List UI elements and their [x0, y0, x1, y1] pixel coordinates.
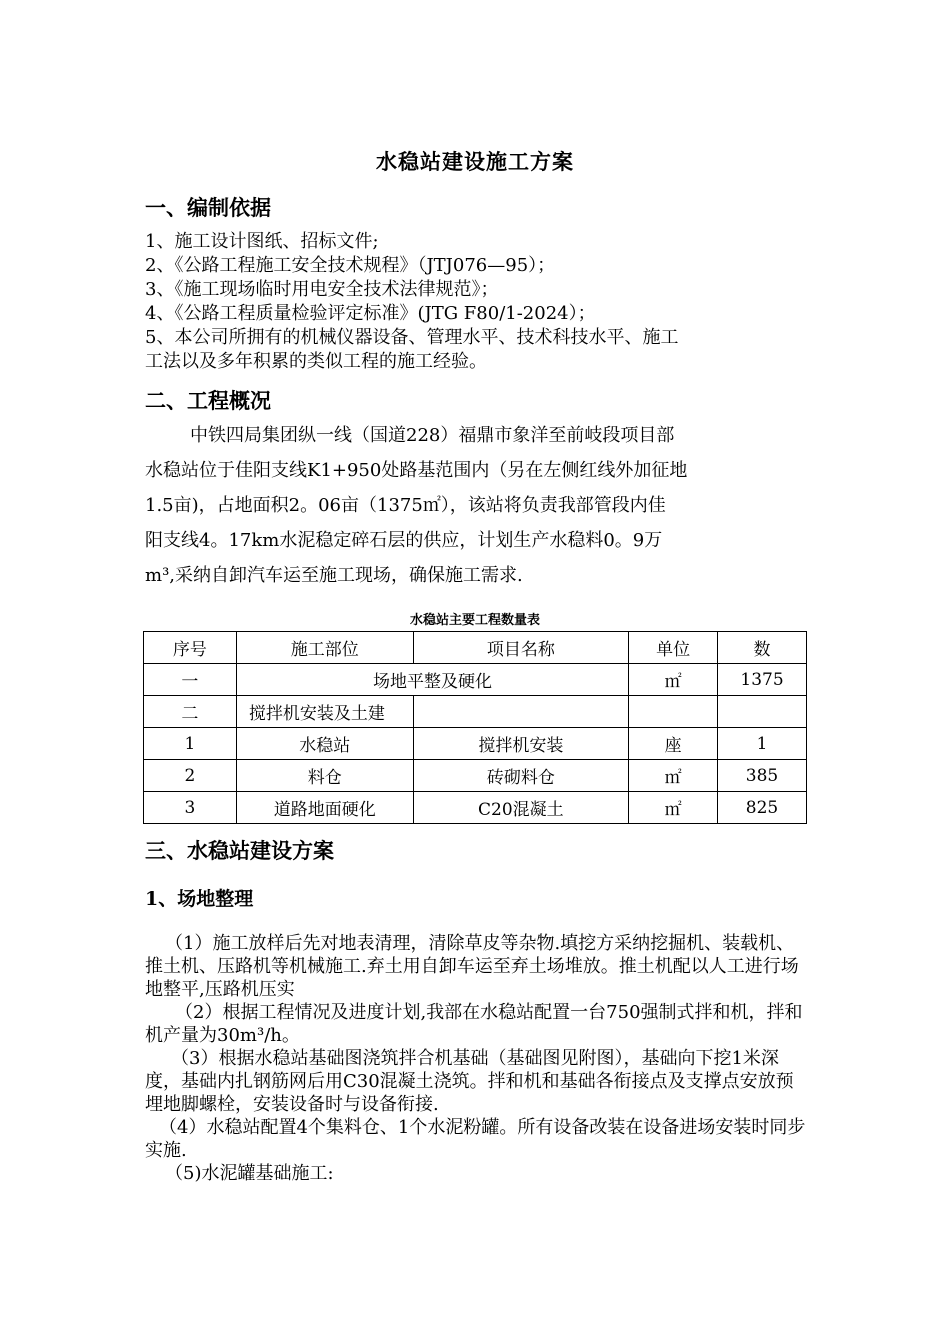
section-heading-overview: 二、工程概况 — [145, 388, 271, 413]
table-cell: 385 — [718, 760, 807, 792]
table-cell: 道路地面硬化 — [236, 792, 413, 824]
section-heading-plan: 三、水稳站建设方案 — [145, 838, 334, 863]
paragraph-line: m³,采纳自卸汽车运至施工现场，确保施工需求. — [145, 565, 523, 586]
list-item: 3、《施工现场临时用电安全技术法律规范》； — [145, 279, 499, 300]
step-paragraph: （1）施工放样后先对地表清理，清除草皮等杂物.填挖方采纳挖掘机、装载机、推土机、压路机等机械施工.弃土用自卸车运至弃土场堆放。推土机配以人工进行场地整平,压路机压实 — [145, 933, 799, 1000]
list-item: 4、《公路工程质量检验评定标准》(JTG F80/1-2024）； — [145, 303, 596, 324]
quantity-table — [143, 631, 807, 824]
table-row — [144, 696, 807, 728]
step-paragraph: （2）根据工程情况及进度计划,我部在水稳站配置一台750强制式拌和机，拌和机产量为30m³/h。 — [145, 1002, 803, 1046]
table-header-cell: 序号 — [144, 632, 237, 664]
table-cell: 1375 — [718, 664, 807, 696]
document-title: 水稳站建设施工方案 — [376, 149, 574, 174]
table-cell: C20混凝土 — [413, 792, 629, 824]
subsection-heading-site: 1、场地整理 — [145, 888, 254, 910]
table-header-cell: 单位 — [629, 632, 718, 664]
table-cell: ㎡ — [629, 792, 718, 824]
section-heading-basis: 一、编制依据 — [145, 195, 271, 220]
basis-list — [145, 230, 815, 374]
table-cell: 砖砌料仓 — [413, 760, 629, 792]
table-header-cell: 施工部位 — [236, 632, 413, 664]
table-cell — [718, 696, 807, 728]
table-header-cell: 数 — [718, 632, 807, 664]
list-item: 1、施工设计图纸、招标文件; — [145, 231, 379, 252]
table-cell: 二 — [144, 696, 237, 728]
table-row — [144, 728, 807, 760]
site-steps — [145, 932, 810, 1185]
table-cell: 3 — [144, 792, 237, 824]
table-cell: 座 — [629, 728, 718, 760]
table-cell: 场地平整及硬化 — [236, 664, 628, 696]
table-cell: 料仓 — [236, 760, 413, 792]
table-cell: 2 — [144, 760, 237, 792]
paragraph-line: 阳支线4。17km水泥稳定碎石层的供应，计划生产水稳料0。9万 — [145, 530, 663, 551]
list-item: 2、《公路工程施工安全技术规程》（JTJ076—95）； — [145, 255, 556, 276]
table-cell: 一 — [144, 664, 237, 696]
list-item: 5、本公司所拥有的机械仪器设备、管理水平、技术科技水平、施工 — [145, 327, 679, 348]
table-cell: ㎡ — [629, 664, 718, 696]
paragraph-line: 水稳站位于佳阳支线K1+950处路基范围内（另在左侧红线外加征地 — [145, 460, 688, 481]
table-row — [144, 792, 807, 824]
table-header-cell: 项目名称 — [413, 632, 629, 664]
list-item: 工法以及多年积累的类似工程的施工经验。 — [145, 351, 487, 372]
table-cell: 825 — [718, 792, 807, 824]
table-row — [144, 664, 807, 696]
table-title: 水稳站主要工程数量表 — [409, 613, 540, 628]
table-header-row — [144, 632, 807, 664]
table-cell: 水稳站 — [236, 728, 413, 760]
table-cell: 搅拌机安装及土建 — [236, 696, 413, 728]
table-cell — [629, 696, 718, 728]
paragraph-line: 1.5亩)，占地面积2。06亩（1375㎡），该站将负责我部管段内佳 — [145, 495, 666, 516]
step-paragraph: （5)水泥罐基础施工: — [165, 1163, 334, 1184]
paragraph-line: 中铁四局集团纵一线（国道228）福鼎市象洋至前岐段项目部 — [190, 425, 675, 446]
overview-paragraph — [145, 418, 810, 593]
table-row — [144, 760, 807, 792]
table-cell: 1 — [144, 728, 237, 760]
table-cell: 搅拌机安装 — [413, 728, 629, 760]
table-cell — [413, 696, 629, 728]
step-paragraph: （3）根据水稳站基础图浇筑拌合机基础（基础图见附图），基础向下挖1米深度，基础内扎钢筋网后用C30混凝土浇筑。拌和机和基础各衔接点及支撑点安放预埋地脚螺栓，安装设备时与设备衔接. — [145, 1048, 794, 1115]
table-cell: 1 — [718, 728, 807, 760]
step-paragraph: （4）水稳站配置4个集料仓、1个水泥粉罐。所有设备改装在设备进场安装时同步实施. — [145, 1117, 806, 1161]
table-cell: ㎡ — [629, 760, 718, 792]
